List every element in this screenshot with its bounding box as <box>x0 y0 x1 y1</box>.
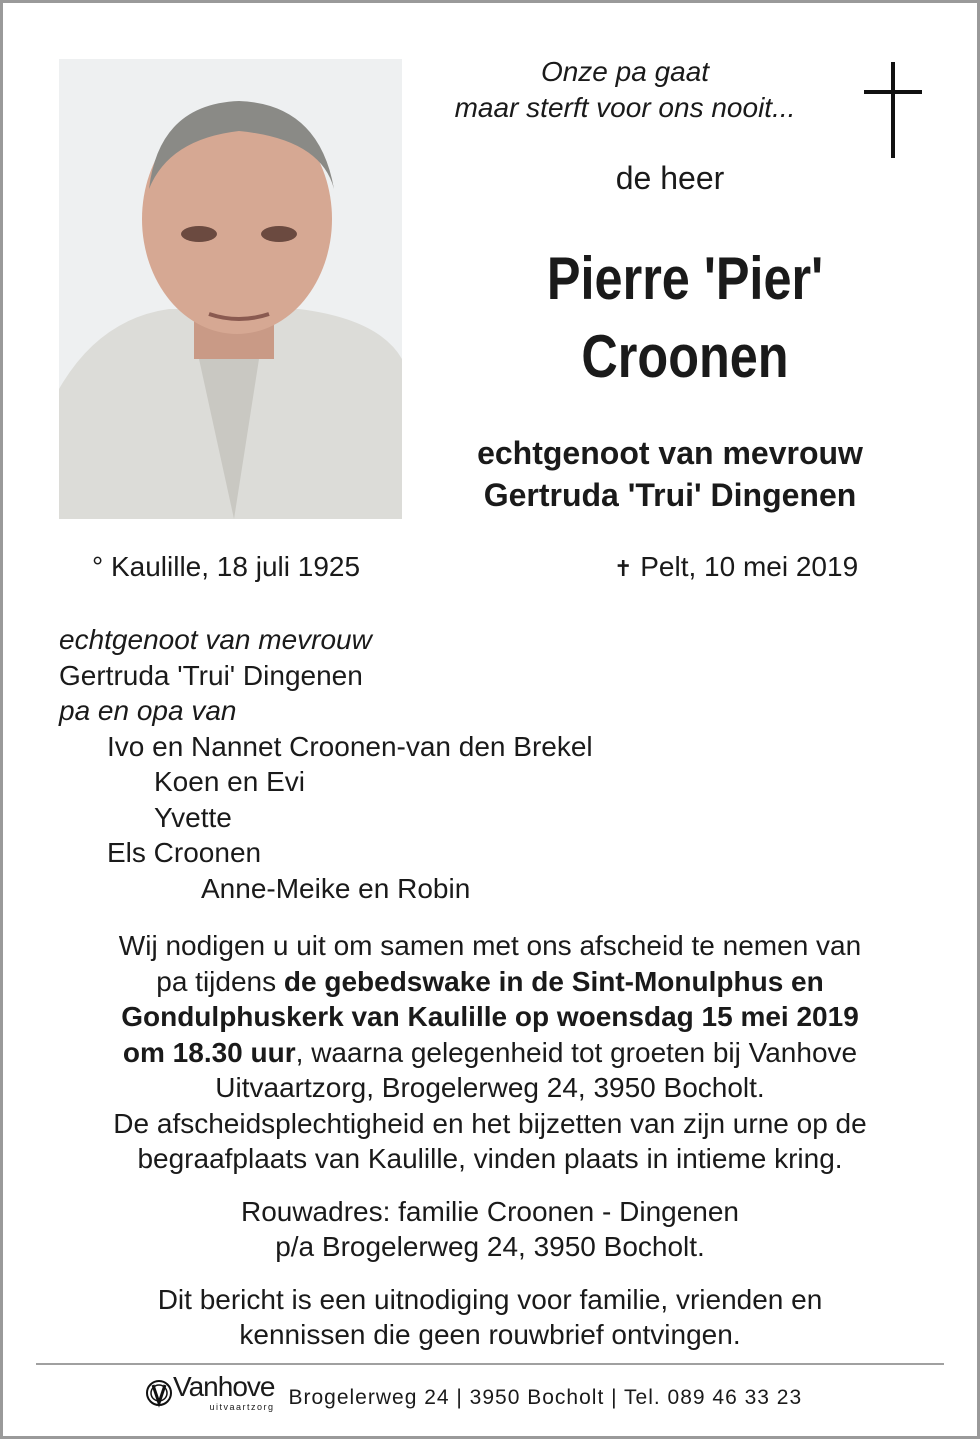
death-cross-icon: ✝ <box>614 556 633 581</box>
invite-bold: Gondulphuskerk van Kaulille op woensdag 15 mei 2019 <box>121 1001 859 1032</box>
name-line: Croonen <box>581 323 789 390</box>
family-member: Els Croonen <box>107 837 262 868</box>
invite-line: begraafplaats van Kaulille, vinden plaats in intieme kring. <box>137 1143 843 1174</box>
invite-line: Wij nodigen u uit om samen met ons afscheid te nemen van <box>118 930 862 961</box>
quote <box>410 54 840 126</box>
brand-sub: uitvaartzorg <box>209 1402 275 1412</box>
cross-icon <box>864 62 922 158</box>
invite-text: , waarna gelegenheid tot groeten bij Vanhove <box>295 1036 858 1068</box>
deceased-name <box>462 240 907 396</box>
invite-bold: om 18.30 uur <box>122 1036 296 1068</box>
spouse-line: echtgenoot van mevrouw <box>477 435 863 471</box>
portrait-photo <box>59 59 402 519</box>
notice-line: kennissen die geen rouwbrief ontvingen. <box>239 1319 741 1350</box>
family-member: Anne-Meike en Robin <box>201 872 471 904</box>
invite-line: De afscheidsplechtigheid en het bijzetten van zijn urne op de <box>113 1107 867 1139</box>
spouse-info <box>410 432 930 516</box>
vanhove-logo <box>145 1372 274 1413</box>
mourning-address: Rouwadres: familie Croonen - Dingenen <box>240 1195 740 1227</box>
family-member: Koen en Evi <box>154 766 305 797</box>
family-member: Ivo en Nannet Croonen-van den Brekel <box>107 730 593 762</box>
name-line: Pierre 'Pier' <box>546 245 824 312</box>
invitation-text <box>30 928 950 1353</box>
family-member: Yvette <box>154 801 232 833</box>
quote-line: Onze pa gaat <box>540 56 710 87</box>
invite-line: Uitvaartzorg, Brogelerweg 24, 3950 Bocholt. <box>215 1072 765 1103</box>
family-list <box>59 622 593 906</box>
family-relation: echtgenoot van mevrouw <box>59 624 372 655</box>
footer-divider <box>36 1363 944 1365</box>
footer-address: Brogelerweg 24 | 3950 Bocholt | Tel. 089 46 33 23 <box>288 1385 803 1409</box>
mourning-address: p/a Brogelerweg 24, 3950 Bocholt. <box>275 1231 705 1262</box>
title-prefix: de heer <box>615 160 725 196</box>
notice-line: Dit bericht is een uitnodiging voor familie, vrienden en <box>157 1283 823 1315</box>
family-relation: pa en opa van <box>59 695 237 726</box>
footer <box>145 1372 802 1413</box>
death-date-text: Pelt, 10 mei 2019 <box>640 551 859 582</box>
brand-name: Vanhove <box>173 1371 275 1402</box>
death-date <box>614 551 858 583</box>
invite-bold: de gebedswake in de Sint-Monulphus en <box>283 965 824 997</box>
family-member: Gertruda 'Trui' Dingenen <box>59 659 363 691</box>
quote-line: maar sterft voor ons nooit... <box>454 92 796 123</box>
logo-mark-icon <box>145 1376 173 1410</box>
birth-date: ° Kaulille, 18 juli 1925 <box>92 551 361 582</box>
invite-text: pa tijdens <box>156 965 284 997</box>
spouse-line: Gertruda 'Trui' Dingenen <box>483 477 857 513</box>
